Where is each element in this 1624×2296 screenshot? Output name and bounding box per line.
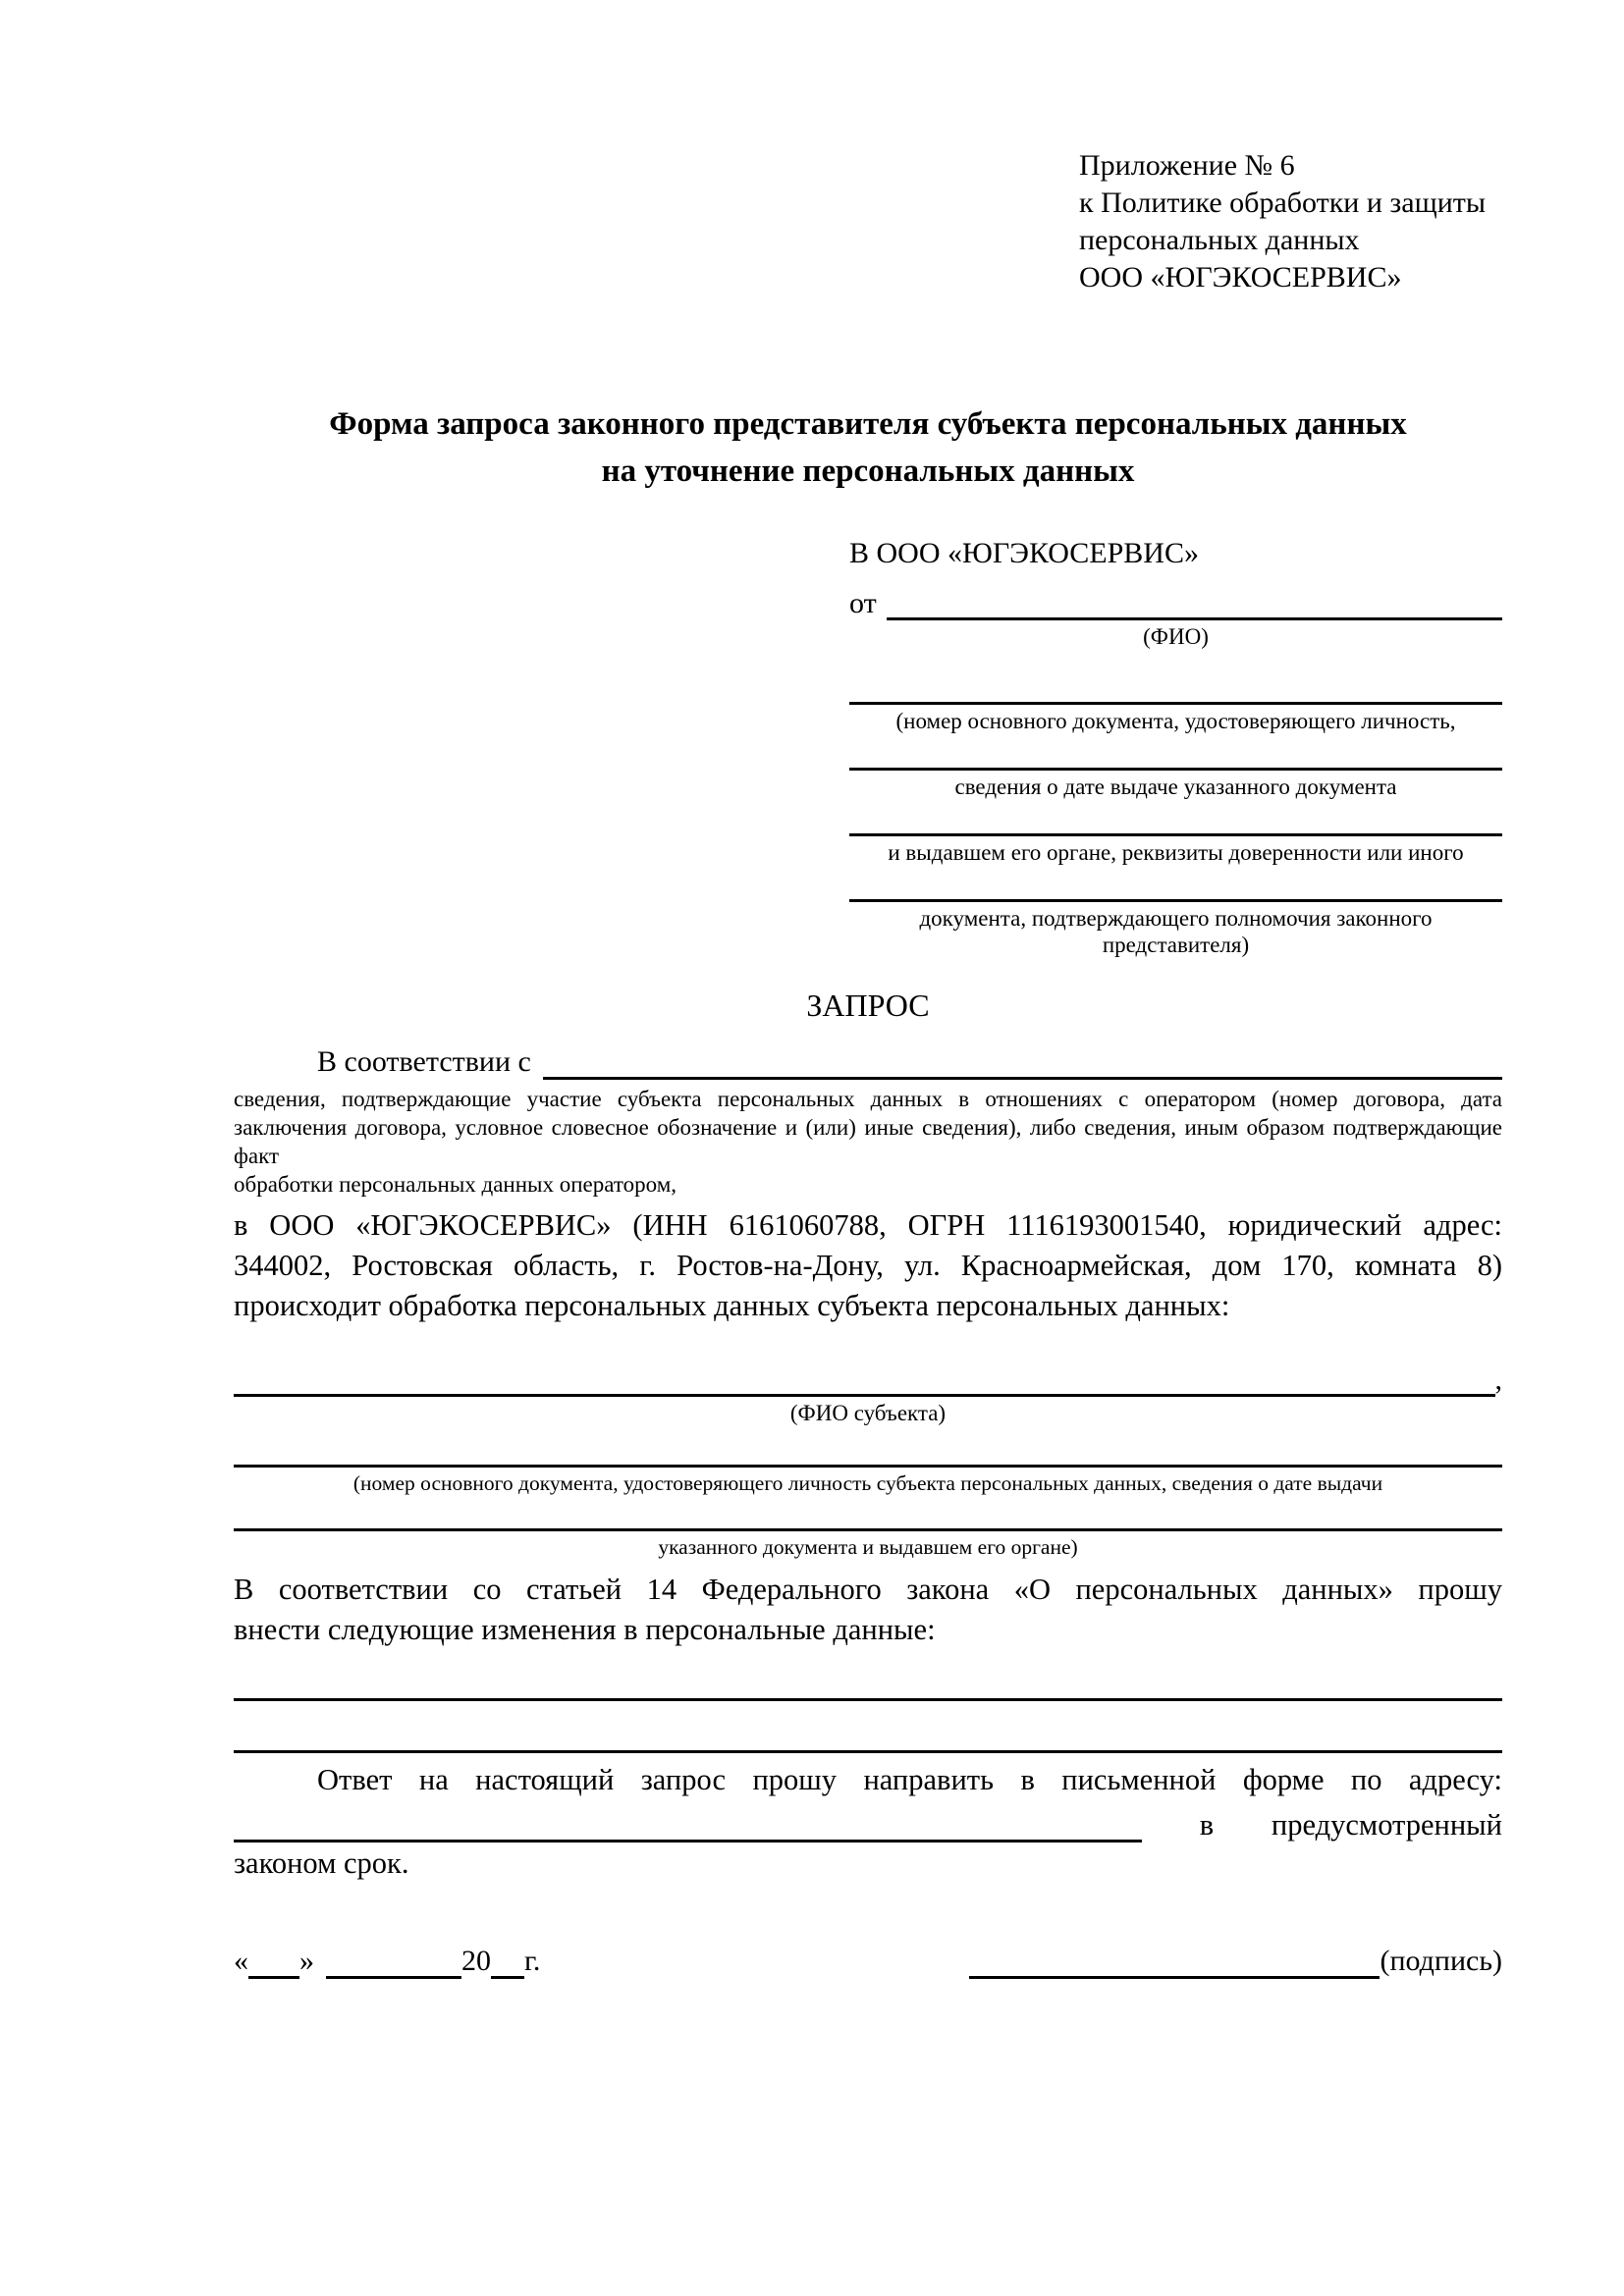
subject-document-caption: (номер основного документа, удостоверяющего личность субъекта персональных данных, сведения о дате выдачи [352, 1471, 1383, 1495]
signature-fill-in-line [969, 1946, 1380, 1979]
basis-note [234, 1085, 1502, 1199]
trailing-comma: , [1494, 1363, 1502, 1396]
document-number-fill-in-line [849, 650, 1502, 705]
changes-fill-in-line [234, 1701, 1502, 1753]
month-fill-in-line [326, 1946, 461, 1979]
article-14-paragraph-line: внести следующие изменения в персональные данные: [234, 1613, 936, 1646]
answer-word-prescribed: предусмотренный [1271, 1808, 1502, 1842]
subject-document-authority-fill-in-line [234, 1496, 1502, 1531]
answer-paragraph-line: законом срок. [234, 1846, 409, 1880]
signature-field [969, 1944, 1502, 1979]
year-fill-in-line [491, 1946, 524, 1979]
subject-fio-caption: (ФИО субъекта) [789, 1401, 947, 1425]
issuing-authority-fill-in-line [849, 800, 1502, 836]
article-14-paragraph [234, 1570, 1502, 1650]
answer-address-fill-in-line [234, 1809, 1142, 1842]
answer-address-row [234, 1800, 1502, 1842]
quote-open: « [234, 1945, 248, 1977]
operator-paragraph-line: происходит обработка персональных данных субъекта персональных данных: [234, 1289, 1230, 1322]
fio-fill-in-line [887, 587, 1502, 620]
subject-document-authority-caption: указанного документа и выдавшем его органе) [658, 1535, 1078, 1559]
operator-paragraph-line: 344002, Ростовская область, г. Ростов-на-Дону, ул. Красноармейская, дом 170, комната 8) [234, 1249, 1502, 1282]
answer-word-in: в [1199, 1808, 1215, 1842]
issue-date-fill-in-line [849, 734, 1502, 771]
answer-paragraph-line: Ответ на настоящий запрос прошу направить в письменной форме по адресу: [317, 1763, 1502, 1796]
article-14-paragraph-line: В соответствии со статьей 14 Федерального закона «О персональных данных» прошу [234, 1573, 1502, 1606]
issue-date-caption: сведения о дате выдаче указанного документа [954, 774, 1397, 799]
representative-authority-fill-in-line [849, 866, 1502, 902]
changes-fill-in-line [234, 1650, 1502, 1701]
intro-row [234, 1039, 1502, 1080]
operator-paragraph-line: в ООО «ЮГЭКОСЕРВИС» (ИНН 6161060788, ОГРН 1116193001540, юридический адрес: [234, 1208, 1502, 1242]
subject-fio-row [234, 1358, 1502, 1397]
basis-note-line: сведения, подтверждающие участие субъекта персональных данных в отношениях с оператором (номер договора, дата [234, 1087, 1502, 1111]
from-label: от [849, 587, 877, 619]
year-suffix: г. [524, 1945, 541, 1977]
document-number-caption: (номер основного документа, удостоверяющего личность, [895, 709, 1456, 733]
subject-document-fill-in-line [234, 1426, 1502, 1468]
issuing-authority-caption: и выдавшем его органе, реквизиты доверенности или иного [888, 840, 1464, 865]
subject-fio-fill-in-line [234, 1363, 1495, 1397]
request-heading: ЗАПРОС [806, 988, 930, 1023]
date-signature-row [234, 1936, 1502, 1979]
appendix-note [1079, 147, 1502, 296]
date-field [234, 1944, 540, 1979]
quote-close: » [299, 1945, 314, 1977]
appendix-line: персональных данных [1079, 224, 1360, 256]
appendix-line: Приложение № 6 [1079, 149, 1295, 182]
basis-note-line: обработки персональных данных оператором, [234, 1172, 677, 1197]
representative-authority-caption: документа, подтверждающего полномочия законного представителя) [919, 906, 1433, 957]
basis-note-line: заключения договора, условное словесное обозначение и (или) иные сведения), либо сведения, иным образом подтверждающие факт [234, 1115, 1502, 1168]
day-fill-in-line [248, 1946, 299, 1979]
intro-label: В соответствии с [317, 1045, 531, 1078]
document-title-line: Форма запроса законного представителя субъекта персональных данных [329, 406, 1407, 442]
appendix-line: ООО «ЮГЭКОСЕРВИС» [1079, 261, 1402, 294]
document-title-line: на уточнение персональных данных [601, 454, 1135, 489]
year-prefix: 20 [461, 1945, 491, 1977]
basis-fill-in-line [543, 1046, 1502, 1080]
fio-caption: (ФИО) [1143, 624, 1209, 649]
signature-caption: (подпись) [1380, 1945, 1502, 1977]
addressee-organization: В ООО «ЮГЭКОСЕРВИС» [849, 537, 1199, 569]
appendix-line: к Политике обработки и защиты [1079, 187, 1487, 219]
document-title [234, 400, 1502, 495]
from-row [849, 581, 1502, 620]
addressee-block [849, 534, 1502, 958]
operator-paragraph [234, 1205, 1502, 1326]
